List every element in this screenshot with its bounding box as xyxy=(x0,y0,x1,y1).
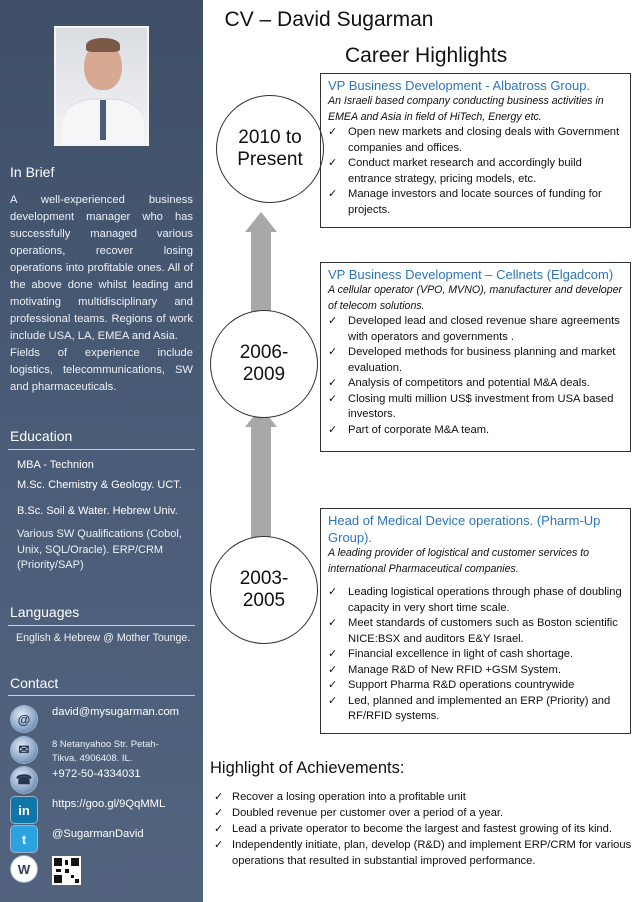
list-item xyxy=(328,647,624,663)
achievement-text: Recover a losing operation into a profitable unit xyxy=(232,791,466,803)
qr-code-icon[interactable] xyxy=(52,856,81,885)
job-box xyxy=(320,262,631,452)
bullet-text: Developed lead and closed revenue share agreements with operators and governments . xyxy=(348,315,620,343)
bullet-text: Analysis of competitors and potential M&A deals. xyxy=(348,377,590,389)
languages-heading: Languages xyxy=(10,604,80,620)
bullet-text: Financial excellence in light of cash shortage. xyxy=(348,648,574,660)
list-item xyxy=(214,805,636,821)
list-item xyxy=(328,392,624,423)
phone-icon[interactable]: ☎ xyxy=(11,767,37,793)
timeline-arrow-shaft xyxy=(251,231,271,313)
period-line: 2009 xyxy=(242,364,286,385)
list-item xyxy=(328,314,624,345)
email-icon[interactable]: @ xyxy=(11,706,37,732)
contact-linkedin[interactable]: https://goo.gl/9QqMML xyxy=(52,798,166,810)
job-company: An Israeli based company conducting business activities in EMEA and Asia in field of HiTech, Energy etc. xyxy=(328,95,604,123)
sidebar xyxy=(0,0,203,902)
check-icon: ✓ xyxy=(328,663,338,676)
list-item xyxy=(214,789,636,805)
period-line: 2006- xyxy=(239,342,289,363)
list-item xyxy=(328,678,624,694)
education-item: M.Sc. Chemistry & Geology. UCT. xyxy=(17,479,182,491)
check-icon: ✓ xyxy=(328,315,338,327)
in-brief-paragraph: Fields of experience include logistics, telecommunications, SW and pharmaceuticals. xyxy=(10,347,193,393)
check-icon: ✓ xyxy=(328,188,338,200)
list-item xyxy=(328,585,624,616)
achievements-list xyxy=(214,789,636,869)
page-title xyxy=(0,8,638,32)
wordpress-icon[interactable]: W xyxy=(11,856,37,882)
job-bullets xyxy=(328,585,624,725)
check-icon: ✓ xyxy=(328,157,338,169)
check-icon: ✓ xyxy=(328,586,338,598)
job-role: VP Business Development – Cellnets (Elgadcom) xyxy=(328,267,614,282)
check-icon: ✓ xyxy=(214,791,224,803)
bullet-text: Meet standards of customers such as Boston scientific NICE:BSX and auditors E&Y Israel. xyxy=(348,617,618,645)
education-item: B.Sc. Soil & Water. Hebrew Univ. xyxy=(17,505,178,517)
bullet-text: Open new markets and closing deals with Government companies and offices. xyxy=(348,126,620,154)
bullet-text: Manage investors and locate sources of funding for projects. xyxy=(348,188,602,216)
bullet-text: Part of corporate M&A team. xyxy=(348,423,490,436)
bullet-text: Closing multi million US$ investment from USA based investors. xyxy=(348,392,614,420)
twitter-icon[interactable]: t xyxy=(11,826,37,852)
period-line: 2010 to xyxy=(238,127,302,148)
period-line: Present xyxy=(237,149,303,170)
check-icon: ✓ xyxy=(214,807,224,819)
list-item xyxy=(328,663,624,679)
contact-phone[interactable]: +972-50-4334031 xyxy=(52,768,141,780)
list-item xyxy=(328,125,624,156)
timeline-period-circle xyxy=(216,95,324,203)
check-icon: ✓ xyxy=(328,617,338,629)
list-item xyxy=(328,187,624,218)
in-brief-text xyxy=(10,192,193,396)
check-icon: ✓ xyxy=(214,823,224,835)
in-brief-heading: In Brief xyxy=(10,164,55,180)
divider xyxy=(8,695,195,696)
list-item xyxy=(328,376,624,392)
job-box xyxy=(320,508,631,734)
divider xyxy=(8,625,195,626)
job-company: A leading provider of logistical and customer services to international Pharmaceutical companies. xyxy=(328,547,590,575)
list-item xyxy=(328,156,624,187)
achievement-text: Independently initiate, plan, develop (R&D) and implement ERP/CRM for various operations that resulted in substantial improved performance. xyxy=(232,839,632,867)
bullet-text: Manage R&D of New RFID +GSM System. xyxy=(348,663,561,676)
education-note: Various SW Qualifications (Cobol, Unix, SQL/Oracle). ERP/CRM (Priority/SAP) xyxy=(17,528,182,571)
check-icon: ✓ xyxy=(328,346,338,358)
job-role: VP Business Development - Albatross Group. xyxy=(328,78,591,93)
timeline-arrow xyxy=(245,212,277,232)
list-item xyxy=(328,345,624,376)
job-box xyxy=(320,73,631,228)
bullet-text: Developed methods for business planning and market evaluation. xyxy=(348,346,616,374)
bullet-text: Conduct market research and accordingly build entrance strategy, pricing models, etc. xyxy=(348,157,582,185)
education-heading: Education xyxy=(10,428,73,444)
check-icon: ✓ xyxy=(328,679,338,691)
list-item xyxy=(328,694,624,725)
check-icon: ✓ xyxy=(328,392,338,405)
profile-photo xyxy=(54,26,149,146)
achievements-heading: Highlight of Achievements: xyxy=(210,759,405,777)
period-line: 2003- xyxy=(239,568,289,589)
achievement-text: Doubled revenue per customer over a period of a year. xyxy=(232,807,504,819)
job-bullets xyxy=(328,314,624,438)
timeline-period-circle xyxy=(210,310,318,418)
languages-text: English & Hebrew @ Mother Tounge. xyxy=(16,632,191,644)
check-icon: ✓ xyxy=(214,839,224,851)
page-subtitle: Career Highlights xyxy=(345,44,508,67)
check-icon: ✓ xyxy=(328,423,338,436)
bullet-text: Support Pharma R&D operations countrywide xyxy=(348,679,575,691)
list-item xyxy=(328,423,624,439)
page-title-text: CV – David Sugarman xyxy=(224,8,434,31)
job-company: A cellular operator (VPO, MVNO), manufacturer and developer of telecom solutions. xyxy=(328,284,623,312)
list-item xyxy=(214,837,636,869)
check-icon: ✓ xyxy=(328,377,338,389)
achievement-text: Lead a private operator to become the largest and fastest growing of its kind. xyxy=(232,823,612,835)
contact-email[interactable]: david@mysugarman.com xyxy=(52,706,180,718)
check-icon: ✓ xyxy=(328,648,338,660)
bullet-text: Leading logistical operations through phase of doubling capacity in very short time scale. xyxy=(348,586,622,614)
divider xyxy=(8,449,195,450)
contact-heading: Contact xyxy=(10,675,59,691)
check-icon: ✓ xyxy=(328,694,338,707)
timeline-arrow-shaft xyxy=(251,426,271,538)
contact-address: 8 Netanyahoo Str. Petah-Tikva. 4906408. IL. xyxy=(52,739,159,764)
check-icon: ✓ xyxy=(328,126,338,138)
list-item xyxy=(214,821,636,837)
education-item: MBA - Technion xyxy=(17,459,94,471)
address-icon: ✉ xyxy=(11,737,37,763)
linkedin-icon[interactable]: in xyxy=(11,797,37,823)
in-brief-paragraph: A well-experienced business development manager who has successfully managed various operations, recover losing operations into profitable ones. All of the above done whilst leading and motivating multidisciplinary and professional teams. Regions of work include USA, LA, EMEA and Asia. xyxy=(10,194,193,342)
list-item xyxy=(328,616,624,647)
contact-twitter[interactable]: @SugarmanDavid xyxy=(52,828,144,840)
bullet-text: Led, planned and implemented an ERP (Priority) and RF/RFID systems. xyxy=(348,694,611,722)
period-line: 2005 xyxy=(242,590,286,611)
job-role: Head of Medical Device operations. (Pharm-Up Group). xyxy=(328,513,601,545)
timeline-period-circle xyxy=(210,536,318,644)
job-bullets xyxy=(328,125,624,218)
